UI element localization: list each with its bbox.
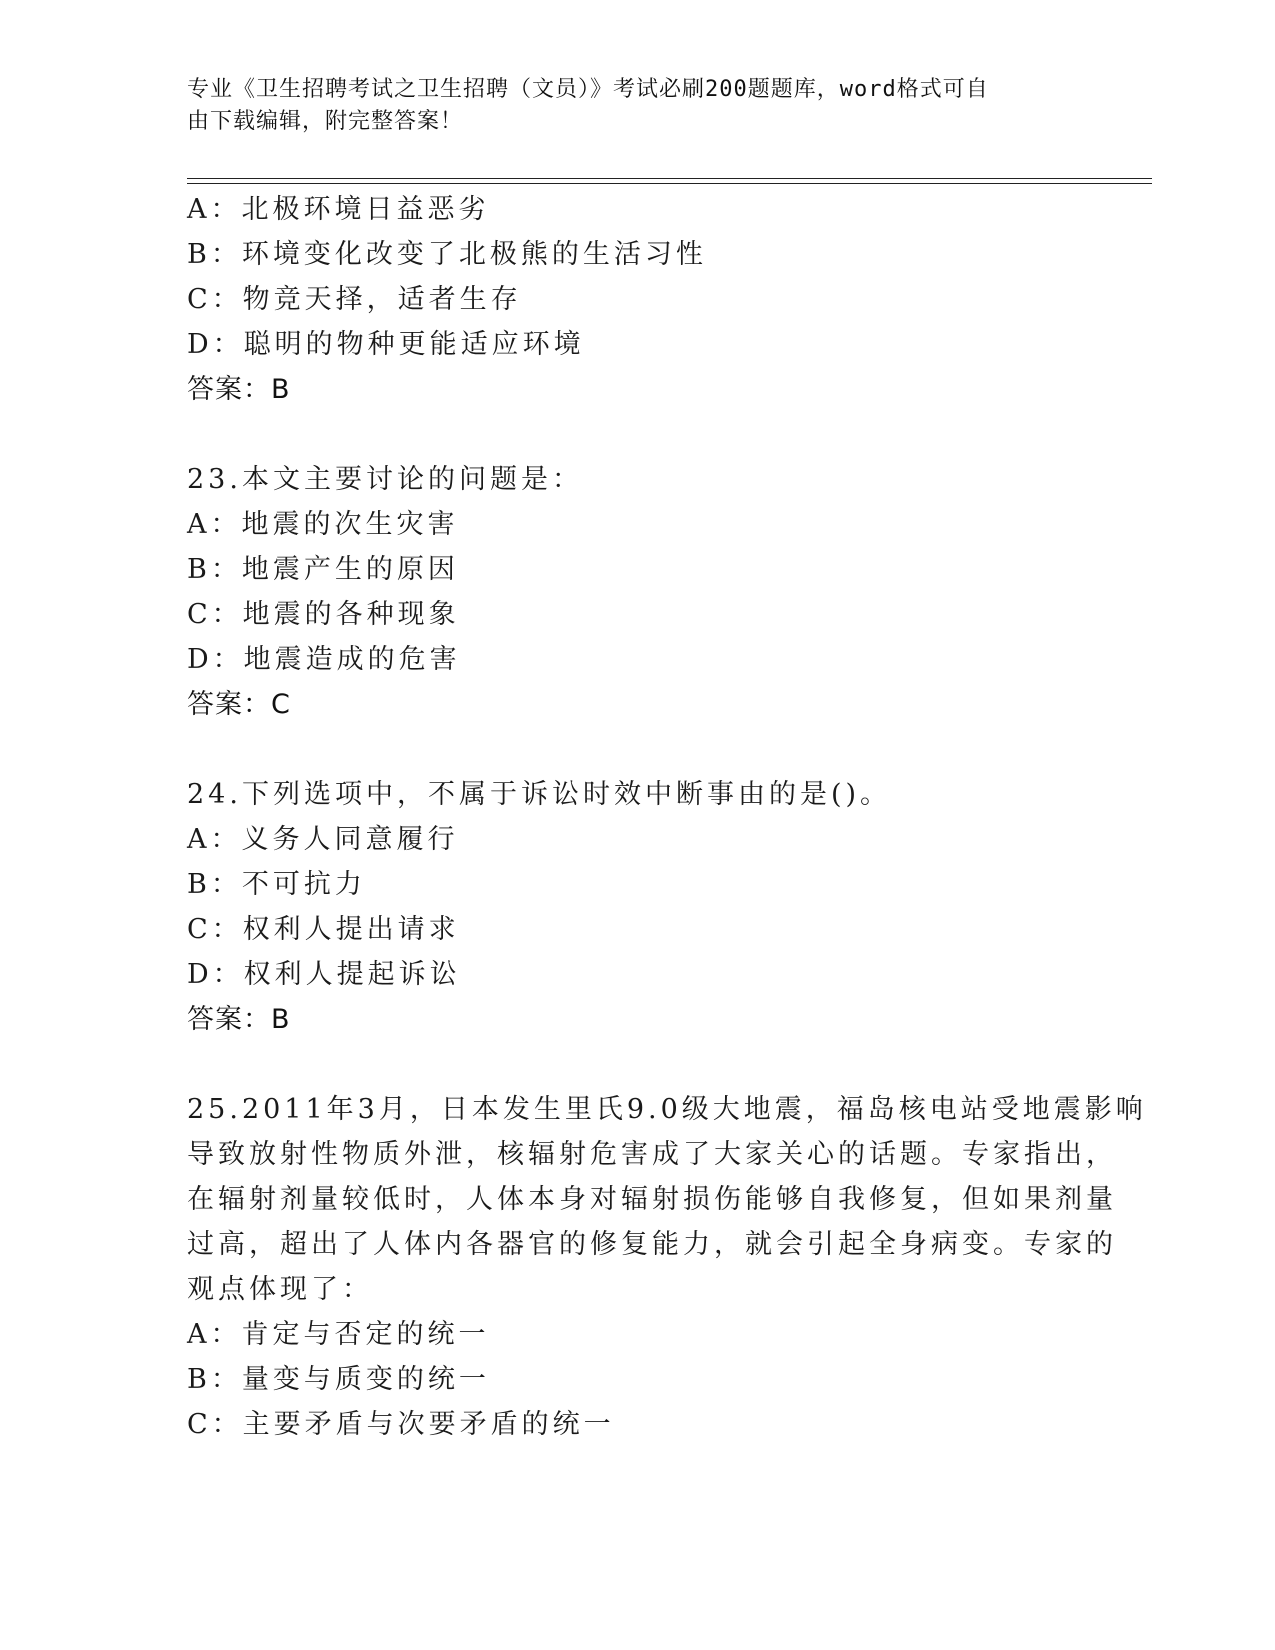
q25-option-c: C：主要矛盾与次要矛盾的统一 (187, 1409, 615, 1440)
q24-answer: 答案：B (187, 1004, 291, 1035)
q22-option-d: D：聪明的物种更能适应环境 (187, 329, 585, 360)
q24-option-a: A：义务人同意履行 (187, 824, 459, 855)
q22-option-a: A：北极环境日益恶劣 (187, 194, 490, 225)
header-line-2: 由下载编辑，附完整答案！ (187, 109, 464, 134)
q24-question: 24.下列选项中，不属于诉讼时效中断事由的是()。 (187, 779, 892, 810)
q24-option-b: B：不可抗力 (187, 869, 366, 900)
document-header (187, 74, 1077, 138)
q22-option-b: B：环境变化改变了北极熊的生活习性 (187, 239, 707, 270)
q25-question-line-5: 观点体现了： (187, 1274, 373, 1305)
q25-question-line-3: 在辐射剂量较低时，人体本身对辐射损伤能够自我修复，但如果剂量 (187, 1184, 1117, 1215)
q23-option-c: C：地震的各种现象 (187, 599, 460, 630)
q25-question-line-2: 导致放射性物质外泄，核辐射危害成了大家关心的话题。专家指出， (187, 1139, 1117, 1170)
q23-question: 23.本文主要讨论的问题是： (187, 464, 583, 495)
q25-question-line-4: 过高，超出了人体内各器官的修复能力，就会引起全身病变。专家的 (187, 1229, 1117, 1260)
q25-question-line-1: 25.2011年3月，日本发生里氏9.0级大地震，福岛核电站受地震影响 (187, 1094, 1147, 1125)
q23-answer: 答案：C (187, 689, 291, 720)
header-divider-bottom (187, 183, 1152, 184)
q24-option-d: D：权利人提起诉讼 (187, 959, 461, 990)
q22-option-c: C：物竞天择，适者生存 (187, 284, 522, 315)
header-line-1: 专业《卫生招聘考试之卫生招聘（文员）》考试必刷200题题库，word格式可自 (187, 77, 989, 102)
q23-option-d: D：地震造成的危害 (187, 644, 461, 675)
q23-option-b: B：地震产生的原因 (187, 554, 459, 585)
q22-answer: 答案：B (187, 374, 291, 405)
q25-option-b: B：量变与质变的统一 (187, 1364, 490, 1395)
q24-option-c: C：权利人提出请求 (187, 914, 460, 945)
q23-option-a: A：地震的次生灾害 (187, 509, 459, 540)
header-divider-top (187, 178, 1152, 179)
q25-option-a: A：肯定与否定的统一 (187, 1319, 490, 1350)
